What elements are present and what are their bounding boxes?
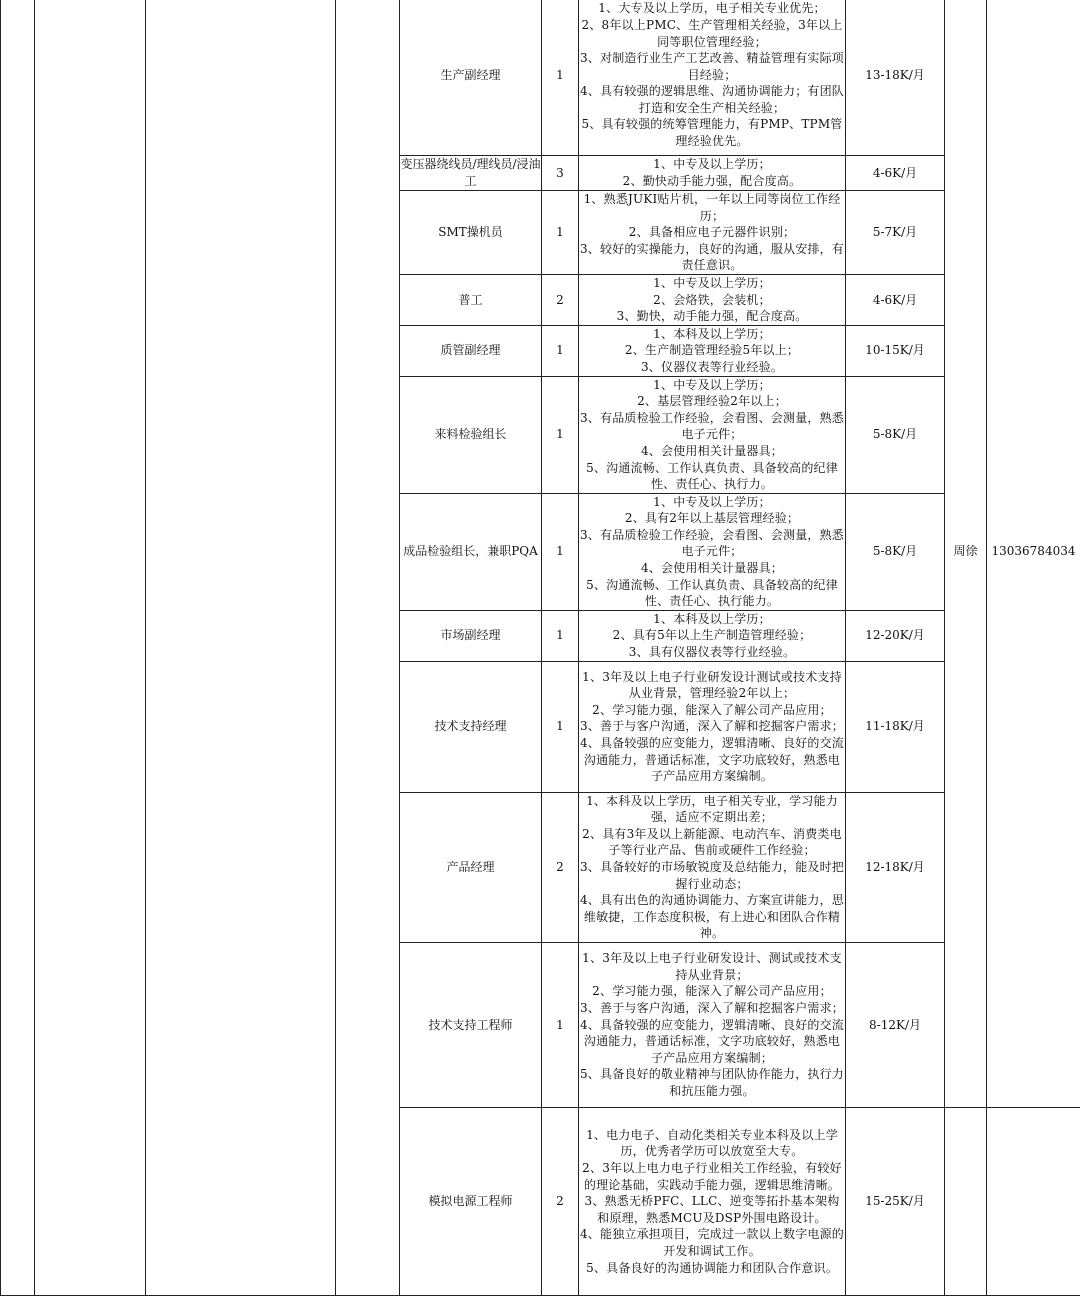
blank-col-1 bbox=[1, 0, 35, 1295]
position-cell: 变压器绕线员/理线员/浸油工 bbox=[400, 156, 542, 191]
headcount-cell: 1 bbox=[542, 376, 579, 493]
salary-cell: 4-6K/月 bbox=[846, 274, 945, 325]
salary-cell: 12-18K/月 bbox=[846, 792, 945, 942]
requirements-cell: 1、本科及以上学历； 2、生产制造管理经验5年以上； 3、仪器仪表等行业经验。 bbox=[579, 325, 846, 376]
requirements-cell: 1、电力电子、自动化类相关专业本科及以上学历，优秀者学历可以放宽至大专。 2、3年以上电力电子行业相关工作经验，有较好的理论基础，实践动手能力强，逻辑思维清晰。 3、熟悉无桥PFC、LLC、逆变等拓扑基本架构和原理，熟悉MCU及DSP外围电路设计。 4、能独立承担项目，完成过一款以上数字电源的开发和调试工作。 5、具备良好的沟通协调能力和团队合作意识。 bbox=[579, 1107, 846, 1295]
requirements-cell: 1、3年及以上电子行业研发设计测试或技术支持从业背景，管理经验2年以上； 2、学习能力强，能深入了解公司产品应用； 3、善于与客户沟通，深入了解和挖掘客户需求； 4、具备较强的应变能力，逻辑清晰、良好的交流沟通能力，普通话标准，文字功底较好，熟悉电子产品应用方案编制。 bbox=[579, 661, 846, 792]
blank-contact-phone bbox=[987, 1107, 1080, 1295]
requirements-cell: 1、大专及以上学历，电子相关专业优先； 2、8年以上PMC、生产管理相关经验，3年以上同等职位管理经验； 3、对制造行业生产工艺改善、精益管理有实际项目经验； 4、具有较强的逻辑思维、沟通协调能力；有团队打造和安全生产相关经验； 5、具有较强的统筹管理能力，有PMP、TPM管理经验优先。 bbox=[579, 0, 846, 156]
headcount-cell: 1 bbox=[542, 610, 579, 661]
blank-col-2 bbox=[35, 0, 146, 1295]
headcount-cell: 2 bbox=[542, 1107, 579, 1295]
contact-phone: 13036784034 bbox=[987, 0, 1080, 1107]
blank-col-4 bbox=[336, 0, 400, 1295]
salary-cell: 15-25K/月 bbox=[846, 1107, 945, 1295]
requirements-cell: 1、熟悉JUKI贴片机，一年以上同等岗位工作经历； 2、具备相应电子元器件识别； 3、较好的实操能力，良好的沟通，服从安排，有责任意识。 bbox=[579, 191, 846, 275]
headcount-cell: 2 bbox=[542, 792, 579, 942]
salary-cell: 5-8K/月 bbox=[846, 493, 945, 610]
position-cell: 市场副经理 bbox=[400, 610, 542, 661]
requirements-cell: 1、中专及以上学历； 2、具有2年以上基层管理经验； 3、有品质检验工作经验，会看图、会测量，熟悉电子元件； 4、会使用相关计量器具； 5、沟通流畅、工作认真负责、具备较高的纪律性、责任心、执行能力。 bbox=[579, 493, 846, 610]
requirements-cell: 1、本科及以上学历； 2、具有5年以上生产制造管理经验； 3、具有仪器仪表等行业经验。 bbox=[579, 610, 846, 661]
position-cell: 生产副经理 bbox=[400, 0, 542, 156]
position-cell: 来料检验组长 bbox=[400, 376, 542, 493]
salary-cell: 10-15K/月 bbox=[846, 325, 945, 376]
position-cell: SMT操机员 bbox=[400, 191, 542, 275]
position-cell: 模拟电源工程师 bbox=[400, 1107, 542, 1295]
salary-cell: 4-6K/月 bbox=[846, 156, 945, 191]
headcount-cell: 1 bbox=[542, 0, 579, 156]
position-cell: 成品检验组长，兼职PQA bbox=[400, 493, 542, 610]
requirements-cell: 1、中专及以上学历； 2、勤快动手能力强，配合度高。 bbox=[579, 156, 846, 191]
requirements-cell: 1、中专及以上学历； 2、基层管理经验2年以上； 3、有品质检验工作经验，会看图、会测量，熟悉电子元件； 4、会使用相关计量器具； 5、沟通流畅、工作认真负责、具备较高的纪律性、责任心、执行力。 bbox=[579, 376, 846, 493]
salary-cell: 8-12K/月 bbox=[846, 942, 945, 1107]
headcount-cell: 2 bbox=[542, 274, 579, 325]
contact-name: 周徐 bbox=[945, 0, 987, 1107]
position-cell: 产品经理 bbox=[400, 792, 542, 942]
position-cell: 技术支持经理 bbox=[400, 661, 542, 792]
headcount-cell: 1 bbox=[542, 942, 579, 1107]
requirements-cell: 1、中专及以上学历； 2、会烙铁，会装机； 3、勤快，动手能力强，配合度高。 bbox=[579, 274, 846, 325]
blank-contact-name bbox=[945, 1107, 987, 1295]
position-cell: 质管副经理 bbox=[400, 325, 542, 376]
requirements-cell: 1、3年及以上电子行业研发设计、测试或技术支持从业背景； 2、学习能力强，能深入了解公司产品应用； 3、善于与客户沟通，深入了解和挖掘客户需求； 4、具备较强的应变能力，逻辑清晰、良好的交流沟通能力，普通话标准，文字功底较好，熟悉电子产品应用方案编制； 5、具备良好的敬业精神与团队协作能力，执行力和抗压能力强。 bbox=[579, 942, 846, 1107]
position-cell: 技术支持工程师 bbox=[400, 942, 542, 1107]
position-cell: 普工 bbox=[400, 274, 542, 325]
headcount-cell: 1 bbox=[542, 191, 579, 275]
headcount-cell: 1 bbox=[542, 325, 579, 376]
salary-cell: 12-20K/月 bbox=[846, 610, 945, 661]
salary-cell: 13-18K/月 bbox=[846, 0, 945, 156]
blank-col-3 bbox=[146, 0, 336, 1295]
salary-cell: 11-18K/月 bbox=[846, 661, 945, 792]
headcount-cell: 3 bbox=[542, 156, 579, 191]
salary-cell: 5-7K/月 bbox=[846, 191, 945, 275]
salary-cell: 5-8K/月 bbox=[846, 376, 945, 493]
headcount-cell: 1 bbox=[542, 493, 579, 610]
table-row bbox=[1, 0, 1080, 156]
headcount-cell: 1 bbox=[542, 661, 579, 792]
requirements-cell: 1、本科及以上学历，电子相关专业，学习能力强，适应不定期出差； 2、具有3年及以上新能源、电动汽车、消费类电子等行业产品、售前或硬件工作经验； 3、具备较好的市场敏锐度及总结能力，能及时把握行业动态； 4、具有出色的沟通协调能力、方案宣讲能力，思维敏捷，工作态度积极，有上进心和团队合作精神。 bbox=[579, 792, 846, 942]
